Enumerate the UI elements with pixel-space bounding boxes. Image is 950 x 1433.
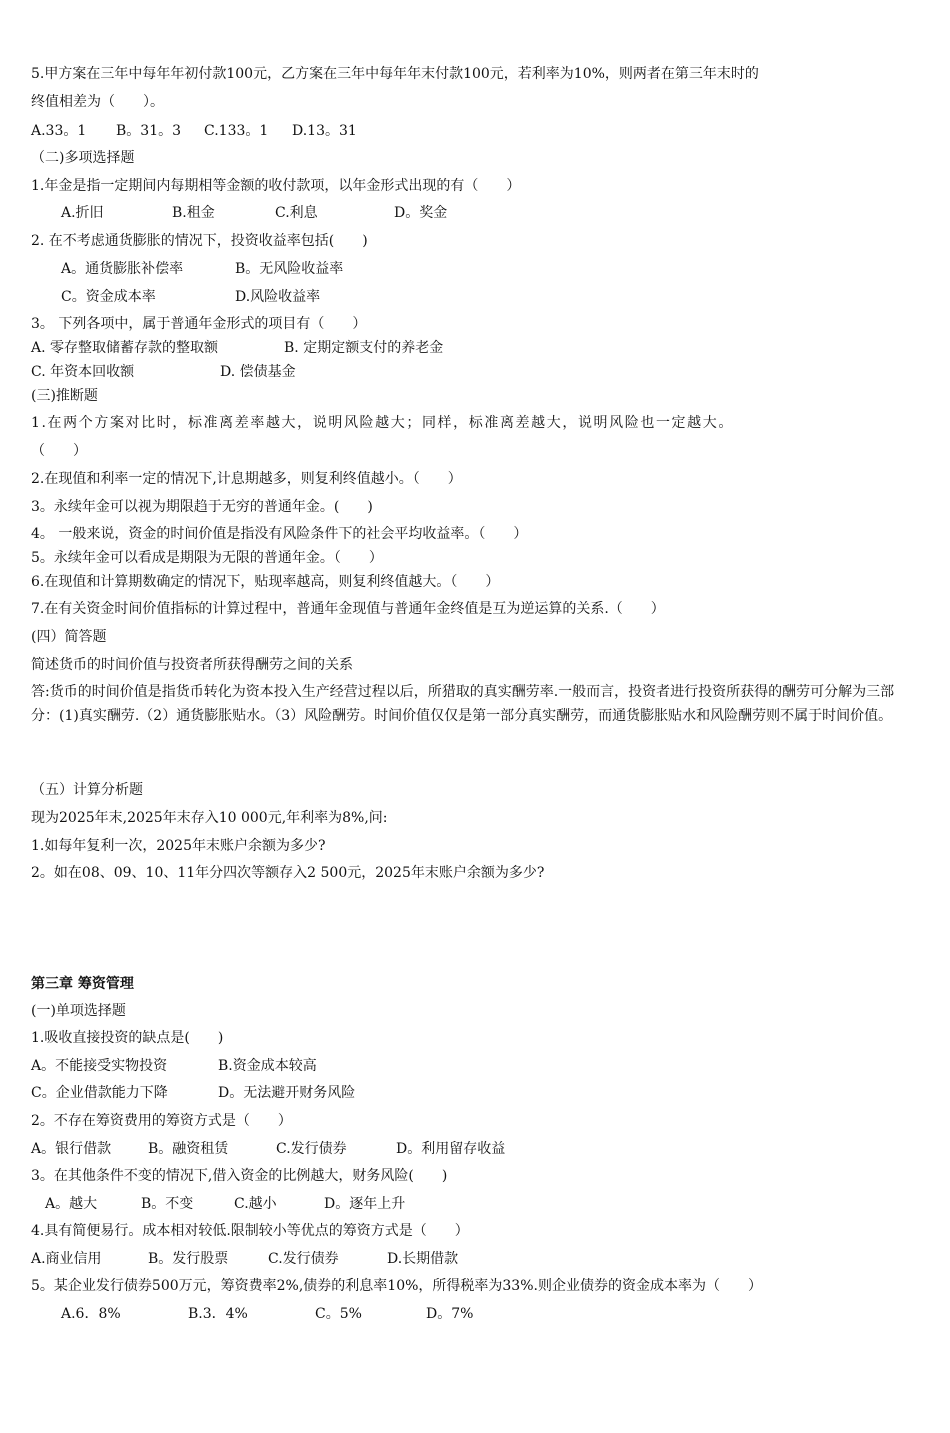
ch3-question-1-options-row-2 bbox=[31, 1083, 355, 1103]
option-a: A。通货膨胀补偿率 bbox=[61, 261, 184, 277]
option-d: D。7% bbox=[426, 1306, 474, 1322]
calc-question-2: 2。如在08、09、10、11年分四次等额存入2 500元，2025年末账户余额为多少? bbox=[31, 865, 545, 881]
option-c: C。资金成本率 bbox=[61, 289, 156, 305]
multi-question-1-options bbox=[61, 203, 447, 223]
option-a: A.33。1 bbox=[31, 123, 87, 139]
multi-question-1-stem: 1.年金是指一定期间内每期相等金额的收付款项，以年金形式出现的有（ ） bbox=[31, 178, 521, 194]
ch3-question-2-stem: 2。不存在筹资费用的筹资方式是（ ） bbox=[31, 1113, 292, 1129]
option-d: D. 偿债基金 bbox=[220, 364, 296, 380]
option-b: B。不变 bbox=[141, 1196, 194, 1212]
ch3-question-3-options bbox=[45, 1194, 405, 1214]
judge-item-3: 3。永续年金可以视为期限趋于无穷的普通年金。( ) bbox=[31, 499, 373, 515]
option-b: B.资金成本较高 bbox=[218, 1058, 317, 1074]
option-d: D.风险收益率 bbox=[235, 289, 321, 305]
option-c: C。企业借款能力下降 bbox=[31, 1085, 168, 1101]
option-c: C.133。1 bbox=[204, 123, 269, 139]
ch3-question-4-options bbox=[31, 1249, 458, 1269]
option-c: C. 年资本回收额 bbox=[31, 364, 135, 380]
judge-item-1-blank: （ ） bbox=[31, 443, 87, 459]
option-b: B。无风险收益率 bbox=[235, 261, 344, 277]
ch3-question-1-options-row-1 bbox=[31, 1056, 317, 1076]
judge-item-4: 4。 一般来说，资金的时间价值是指没有风险条件下的社会平均收益率。（ ） bbox=[31, 526, 528, 542]
judge-item-7: 7.在有关资金时间价值指标的计算过程中，普通年金现值与普通年金终值是互为逆运算的关系.（ ） bbox=[31, 601, 665, 617]
option-c: C.发行债券 bbox=[276, 1141, 347, 1157]
section-heading-short-answer: (四）简答题 bbox=[31, 629, 107, 645]
calc-intro: 现为2025年末,2025年末存入10 000元,年利率为8%,问: bbox=[31, 810, 388, 826]
multi-question-2-options-row-1 bbox=[61, 259, 343, 279]
multi-question-2-stem: 2. 在不考虑通货膨胀的情况下，投资收益率包括( ) bbox=[31, 233, 368, 249]
calc-question-1: 1.如每年复利一次，2025年末账户余额为多少? bbox=[31, 838, 326, 854]
judge-item-6: 6.在现值和计算期数确定的情况下，贴现率越高，则复利终值越大。（ ） bbox=[31, 574, 500, 590]
ch3-question-1-stem: 1.吸收直接投资的缺点是( ) bbox=[31, 1030, 224, 1046]
option-d: D。逐年上升 bbox=[324, 1196, 406, 1212]
option-a: A.6．8% bbox=[61, 1306, 121, 1322]
option-b: B。融资租赁 bbox=[148, 1141, 229, 1157]
section-heading-multiple-choice: （二)多项选择题 bbox=[31, 150, 135, 166]
option-b: B.3．4% bbox=[188, 1306, 248, 1322]
option-a: A。不能接受实物投资 bbox=[31, 1058, 168, 1074]
option-b: B。发行股票 bbox=[148, 1251, 229, 1267]
option-a: A.商业信用 bbox=[31, 1251, 102, 1267]
option-c: C。5% bbox=[315, 1306, 362, 1322]
question-5-line-2: 终值相差为（ ）。 bbox=[31, 94, 164, 110]
ch3-question-3-stem: 3。在其他条件不变的情况下,借入资金的比例越大，财务风险( ) bbox=[31, 1168, 448, 1184]
ch3-question-4-stem: 4.具有简便易行。成本相对较低.限制较小等优点的筹资方式是（ ） bbox=[31, 1223, 469, 1239]
option-c: C.发行债券 bbox=[268, 1251, 339, 1267]
ch3-question-2-options bbox=[31, 1139, 505, 1159]
judge-item-1: 1.在两个方案对比时，标准离差率越大，说明风险越大；同样，标准离差越大，说明风险也一定越大。 bbox=[31, 415, 734, 431]
question-5-options bbox=[31, 121, 357, 141]
ch3-question-5-stem: 5。某企业发行债券500万元，筹资费率2%,债券的利息率10%，所得税率为33%.则企业债券的资金成本率为（ ） bbox=[31, 1278, 762, 1294]
option-a: A.折旧 bbox=[61, 205, 104, 221]
chapter-3-title: 第三章 筹资管理 bbox=[31, 976, 134, 992]
option-c: C.利息 bbox=[275, 205, 318, 221]
judge-item-2: 2.在现值和利率一定的情况下,计息期越多，则复利终值越小。（ ） bbox=[31, 471, 462, 487]
option-a: A。银行借款 bbox=[31, 1141, 112, 1157]
question-5-line-1: 5.甲方案在三年中每年年初付款100元，乙方案在三年中每年年末付款100元，若利率为10%，则两者在第三年末时的 bbox=[31, 66, 759, 82]
judge-item-5: 5。永续年金可以看成是期限为无限的普通年金。（ ） bbox=[31, 550, 383, 566]
short-answer-question: 简述货币的时间价值与投资者所获得酬劳之间的关系 bbox=[31, 657, 353, 673]
multi-question-3-options-row-1 bbox=[31, 338, 443, 358]
option-d: D。无法避开财务风险 bbox=[218, 1085, 356, 1101]
option-d: D。利用留存收益 bbox=[396, 1141, 506, 1157]
multi-question-3-options-row-2 bbox=[31, 362, 296, 382]
multi-question-2-options-row-2 bbox=[61, 287, 320, 307]
option-b: B。31。3 bbox=[116, 123, 182, 139]
short-answer-text: 答:货币的时间价值是指货币转化为资本投入生产经营过程以后，所猎取的真实酬劳率.一般而言，投资者进行投资所获得的酬劳可分解为三部分：(1)真实酬劳.（2）通货膨胀贴水。（3）风险酬劳。时间价值仅仅是第一部分真实酬劳，而通货膨胀贴水和风险酬劳则不属于时间价值。 bbox=[31, 684, 895, 724]
option-a: A. 零存整取储蓄存款的整取额 bbox=[31, 340, 219, 356]
option-c: C.越小 bbox=[234, 1196, 277, 1212]
section-heading-single-choice: (一)单项选择题 bbox=[31, 1003, 126, 1019]
option-b: B. 定期定额支付的养老金 bbox=[284, 340, 444, 356]
section-heading-calculation: （五）计算分析题 bbox=[31, 782, 143, 798]
multi-question-3-stem: 3。 下列各项中，属于普通年金形式的项目有（ ） bbox=[31, 316, 367, 332]
option-d: D.长期借款 bbox=[387, 1251, 459, 1267]
option-d: D.13。31 bbox=[292, 123, 357, 139]
section-heading-judgement: (三)推断题 bbox=[31, 388, 98, 404]
option-b: B.租金 bbox=[172, 205, 215, 221]
ch3-question-5-options bbox=[61, 1304, 473, 1324]
option-a: A。越大 bbox=[45, 1196, 98, 1212]
option-d: D。奖金 bbox=[394, 205, 448, 221]
